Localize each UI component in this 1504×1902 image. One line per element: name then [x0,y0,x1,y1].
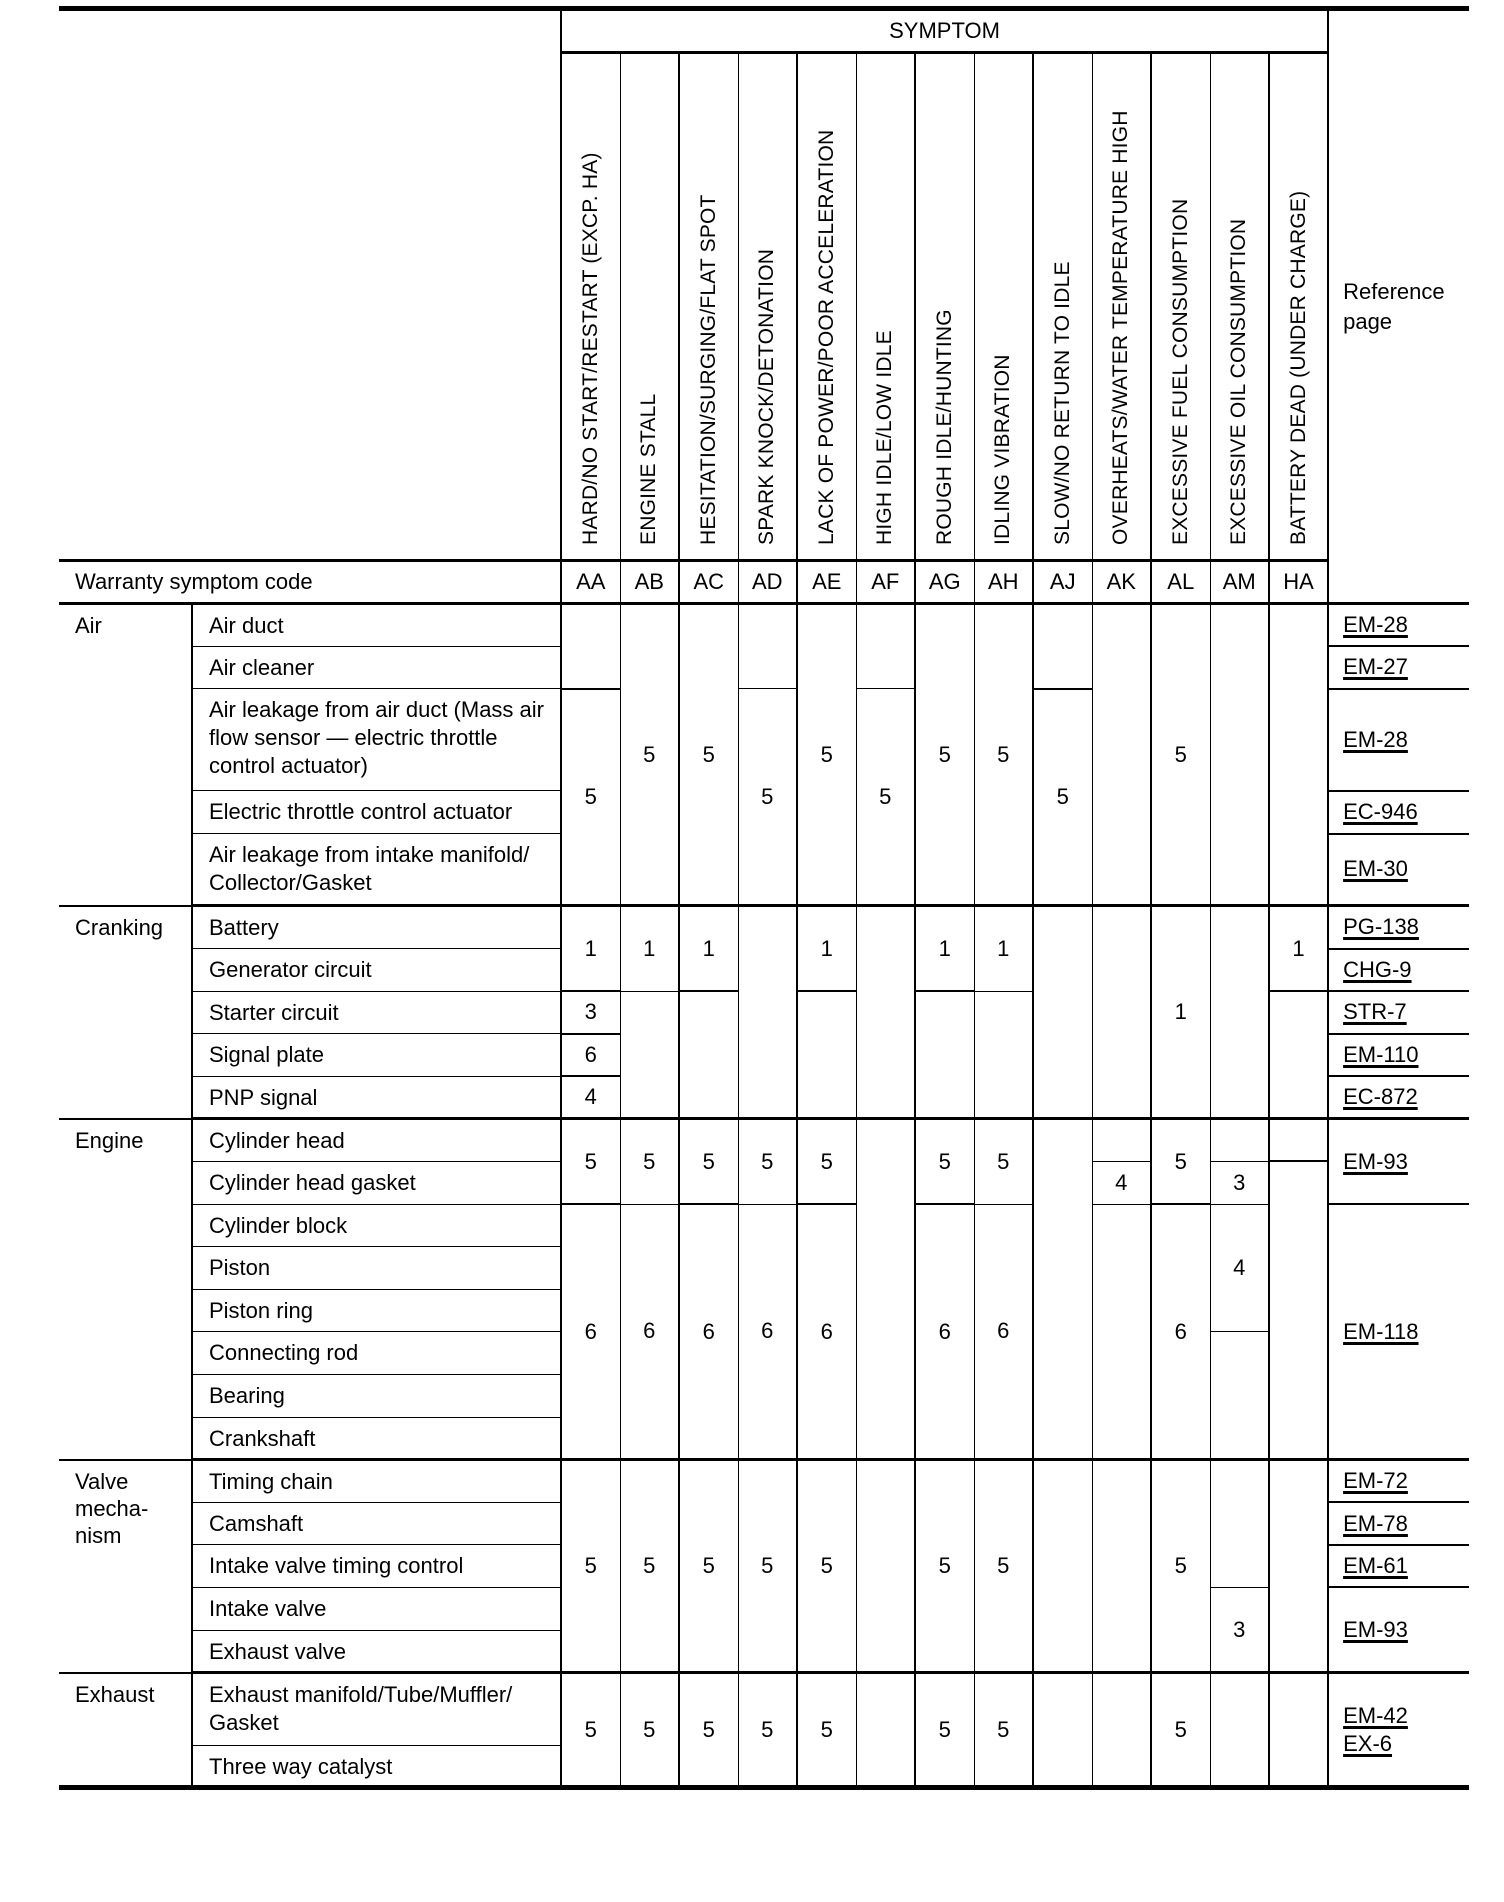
symptom-rating-cell: 5 [620,1460,679,1673]
warranty-code: AF [856,561,915,604]
symptom-rating-cell [856,1673,915,1788]
component-label: Crankshaft [192,1417,561,1460]
symptom-rating-cell: 5 [856,689,915,906]
symptom-name: HESITATION/SURGING/FLAT SPOT [696,194,720,545]
reference-page-link[interactable]: EM-93 [1343,1616,1408,1642]
component-label: Generator circuit [192,949,561,992]
symptom-rating-cell: 1 [797,906,856,991]
symptom-name: ENGINE STALL [637,393,661,545]
category-label: Air [59,604,192,906]
symptom-rating-cell: 5 [620,1119,679,1204]
symptom-rating-cell: 6 [1151,1204,1210,1460]
symptom-rating-cell [1269,991,1328,1119]
component-label: Piston ring [192,1289,561,1332]
component-label: Signal plate [192,1034,561,1077]
reference-page-link[interactable]: STR-7 [1343,999,1407,1025]
reference-cell [1328,1673,1469,1788]
symptom-rating-cell: 5 [679,604,738,906]
table-row [59,1460,1469,1503]
symptom-rating-cell: 5 [620,604,679,906]
symptom-rating-cell [856,906,915,1119]
symptom-rating-cell: 5 [738,1119,797,1204]
warranty-code-row [59,561,1469,604]
symptom-name: BATTERY DEAD (UNDER CHARGE) [1286,190,1310,545]
symptom-rating-cell: 5 [620,1673,679,1788]
symptom-rating-cell: 6 [738,1204,797,1460]
symptom-rating-cell: 6 [620,1204,679,1460]
reference-cell [1328,1545,1469,1588]
reference-page-link[interactable]: EC-946 [1343,799,1418,825]
symptom-rating-cell [1033,604,1092,689]
component-label: Air leakage from intake manifold/ Collector/Gasket [192,834,561,906]
component-label: Cylinder head [192,1119,561,1162]
reference-cell [1328,1502,1469,1545]
symptom-rating-cell [1210,604,1269,906]
reference-page-link[interactable]: EM-27 [1343,654,1408,680]
symptom-rating-cell: 3 [1210,1587,1269,1672]
engine-symptom-matrix [59,6,1469,1790]
symptom-rating-cell: 5 [738,689,797,906]
symptom-column-header [620,53,679,561]
symptom-rating-cell: 5 [797,1460,856,1673]
reference-page-link[interactable]: EM-78 [1343,1510,1408,1536]
symptom-rating-cell: 5 [738,1673,797,1788]
symptom-rating-cell [974,991,1033,1119]
component-label: Three way catalyst [192,1745,561,1788]
table-body [59,604,1469,1788]
symptom-name: EXCESSIVE FUEL CONSUMPTION [1168,198,1192,545]
symptom-rating-cell: 5 [679,1460,738,1673]
symptom-rating-cell [1033,1119,1092,1460]
symptom-rating-cell: 5 [561,1673,620,1788]
symptom-rating-cell: 4 [1210,1204,1269,1332]
symptom-column-header [1151,53,1210,561]
symptom-rating-cell [1210,906,1269,1119]
warranty-code: AK [1092,561,1151,604]
symptom-rating-cell: 5 [974,1460,1033,1673]
reference-page-link[interactable]: PG-138 [1343,914,1419,940]
category-label: Valve mecha- nism [59,1460,192,1673]
table-row [59,1204,1469,1247]
reference-cell [1328,689,1469,791]
warranty-code: AH [974,561,1033,604]
symptom-rating-cell: 6 [679,1204,738,1460]
table-row [59,1119,1469,1162]
symptom-column-header [561,53,620,561]
category-label: Exhaust [59,1673,192,1788]
symptom-header: SYMPTOM [561,9,1328,53]
symptom-rating-cell: 5 [915,1119,974,1204]
symptom-rating-cell: 5 [738,1460,797,1673]
header-blank [59,9,561,561]
symptom-rating-cell [1033,906,1092,1119]
symptom-rating-cell: 6 [974,1204,1033,1460]
component-label: Exhaust valve [192,1630,561,1673]
reference-page-header [1328,9,1469,604]
component-label: Cylinder block [192,1204,561,1247]
symptom-column-header [1092,53,1151,561]
symptom-rating-cell: 5 [797,604,856,906]
symptom-rating-cell: 5 [915,1673,974,1788]
symptom-column-header [679,53,738,561]
reference-cell [1328,1119,1469,1204]
symptom-name: ROUGH IDLE/HUNTING [932,309,956,545]
symptom-rating-cell: 1 [561,906,620,991]
symptom-rating-cell [679,991,738,1119]
symptom-rating-cell [1210,1332,1269,1460]
component-label: Camshaft [192,1502,561,1545]
symptom-rating-cell [856,1119,915,1460]
symptom-rating-cell [1269,1119,1328,1162]
reference-cell [1328,646,1469,689]
reference-page-label: Reference page [1343,278,1445,334]
symptom-rating-cell: 1 [1151,906,1210,1119]
symptom-rating-cell [1092,1460,1151,1673]
symptom-rating-cell: 5 [1151,1460,1210,1673]
symptom-rating-cell [1033,1673,1092,1788]
component-label: Air leakage from air duct (Mass air flow sensor — electric throttle control actuator) [192,689,561,791]
symptom-rating-cell: 5 [1151,1673,1210,1788]
symptom-rating-cell [1269,604,1328,906]
component-label: Air cleaner [192,646,561,689]
symptom-name: HARD/NO START/RESTART (EXCP. HA) [578,152,602,545]
symptom-rating-cell [561,604,620,689]
symptom-name: LACK OF POWER/POOR ACCELERATION [814,129,838,545]
symptom-column-header [974,53,1033,561]
symptom-rating-cell [738,906,797,1119]
component-label: Connecting rod [192,1332,561,1375]
symptom-rating-cell [1269,1673,1328,1788]
symptom-rating-cell: 5 [974,1673,1033,1788]
reference-cell [1328,1034,1469,1077]
reference-cell [1328,1204,1469,1460]
reference-cell [1328,1460,1469,1503]
reference-page-link[interactable]: EM-72 [1343,1468,1408,1494]
symptom-rating-cell: 1 [974,906,1033,991]
warranty-code: AM [1210,561,1269,604]
reference-page-link[interactable]: EM-93 [1343,1148,1408,1174]
table-row [59,906,1469,949]
symptom-column-header [1210,53,1269,561]
reference-cell [1328,791,1469,834]
symptom-column-header [738,53,797,561]
symptom-column-header [797,53,856,561]
symptom-name: OVERHEATS/WATER TEMPERATURE HIGH [1109,110,1133,545]
symptom-column-header [915,53,974,561]
component-label: Exhaust manifold/Tube/Muffler/ Gasket [192,1673,561,1745]
symptom-rating-cell [1210,1460,1269,1588]
symptom-rating-cell [856,1460,915,1673]
table-row [59,1673,1469,1745]
symptom-rating-cell: 1 [1269,906,1328,991]
symptom-column-header [856,53,915,561]
warranty-code: AE [797,561,856,604]
reference-cell [1328,906,1469,949]
symptom-rating-cell: 5 [561,1460,620,1673]
symptom-rating-cell: 5 [915,604,974,906]
component-label: Battery [192,906,561,949]
symptom-column-header [1033,53,1092,561]
reference-page-link[interactable]: EM-110 [1343,1042,1419,1067]
symptom-rating-cell: 6 [561,1204,620,1460]
symptom-name: HIGH IDLE/LOW IDLE [873,330,897,545]
header-row-title [59,9,1469,53]
symptom-rating-cell [856,604,915,689]
symptom-rating-cell [915,991,974,1119]
reference-page-link[interactable]: EX-6 [1343,1730,1393,1756]
symptom-rating-cell: 5 [915,1460,974,1673]
reference-page-link[interactable]: EM-28 [1343,612,1408,638]
reference-cell [1328,604,1469,647]
category-label: Cranking [59,906,192,1119]
symptom-rating-cell [738,604,797,689]
symptom-rating-cell [620,991,679,1119]
symptom-rating-cell: 5 [974,1119,1033,1204]
reference-page-link[interactable]: EM-118 [1343,1318,1419,1344]
component-label: Cylinder head gasket [192,1161,561,1204]
symptom-rating-cell: 5 [974,604,1033,906]
warranty-code-label: Warranty symptom code [59,561,561,604]
category-label: Engine [59,1119,192,1460]
warranty-code: HA [1269,561,1328,604]
symptom-rating-cell: 5 [561,1119,620,1204]
symptom-rating-cell [797,991,856,1119]
component-label: Intake valve [192,1587,561,1630]
symptom-rating-cell: 4 [561,1076,620,1119]
symptom-rating-cell [1210,1119,1269,1162]
symptom-rating-cell: 6 [561,1034,620,1077]
symptom-table-container [59,6,1469,1790]
component-label: Starter circuit [192,991,561,1034]
reference-cell [1328,991,1469,1034]
symptom-rating-cell: 5 [1151,604,1210,906]
component-label: Piston [192,1247,561,1290]
component-label: Intake valve timing control [192,1545,561,1588]
symptom-rating-cell: 5 [797,1673,856,1788]
symptom-rating-cell: 5 [679,1673,738,1788]
symptom-rating-cell: 6 [915,1204,974,1460]
reference-cell [1328,1587,1469,1672]
symptom-name: EXCESSIVE OIL CONSUMPTION [1227,218,1251,545]
symptom-rating-cell: 1 [915,906,974,991]
reference-cell [1328,949,1469,992]
symptom-name: IDLING VIBRATION [991,354,1015,545]
warranty-code: AD [738,561,797,604]
reference-page-link[interactable]: EM-28 [1343,726,1408,752]
symptom-name: SPARK KNOCK/DETONATION [755,248,779,545]
symptom-rating-cell: 5 [1151,1119,1210,1204]
warranty-code: AA [561,561,620,604]
symptom-rating-cell: 3 [561,991,620,1034]
component-label: Electric throttle control actuator [192,791,561,834]
symptom-column-header [1269,53,1328,561]
symptom-rating-cell: 1 [620,906,679,991]
reference-page-link[interactable]: EC-872 [1343,1084,1418,1110]
symptom-rating-cell [1092,1204,1151,1460]
symptom-rating-cell: 6 [797,1204,856,1460]
reference-page-link[interactable]: EM-42 [1343,1702,1408,1728]
reference-page-link[interactable]: EM-30 [1343,856,1408,882]
component-label: Air duct [192,604,561,647]
warranty-code: AL [1151,561,1210,604]
symptom-rating-cell: 5 [1033,689,1092,906]
reference-page-link[interactable]: CHG-9 [1343,956,1412,982]
component-label: Bearing [192,1374,561,1417]
table-row [59,604,1469,647]
symptom-name: SLOW/NO RETURN TO IDLE [1050,261,1074,545]
symptom-rating-cell: 5 [797,1119,856,1204]
symptom-rating-cell: 1 [679,906,738,991]
symptom-rating-cell [1092,906,1151,1119]
symptom-rating-cell [1092,1673,1151,1788]
warranty-code: AB [620,561,679,604]
warranty-code: AJ [1033,561,1092,604]
symptom-rating-cell: 4 [1092,1161,1151,1204]
symptom-rating-cell [1092,1119,1151,1162]
symptom-rating-cell [1092,604,1151,906]
symptom-rating-cell [1269,1460,1328,1673]
component-label: PNP signal [192,1076,561,1119]
symptom-rating-cell [1269,1161,1328,1459]
symptom-rating-cell [1033,1460,1092,1673]
warranty-code: AG [915,561,974,604]
symptom-rating-cell: 5 [679,1119,738,1204]
reference-cell [1328,1076,1469,1119]
reference-page-link[interactable]: EM-61 [1343,1553,1408,1579]
symptom-rating-cell: 3 [1210,1161,1269,1204]
warranty-code: AC [679,561,738,604]
symptom-rating-cell [1210,1673,1269,1788]
reference-cell [1328,834,1469,906]
symptom-rating-cell: 5 [561,689,620,906]
component-label: Timing chain [192,1460,561,1503]
